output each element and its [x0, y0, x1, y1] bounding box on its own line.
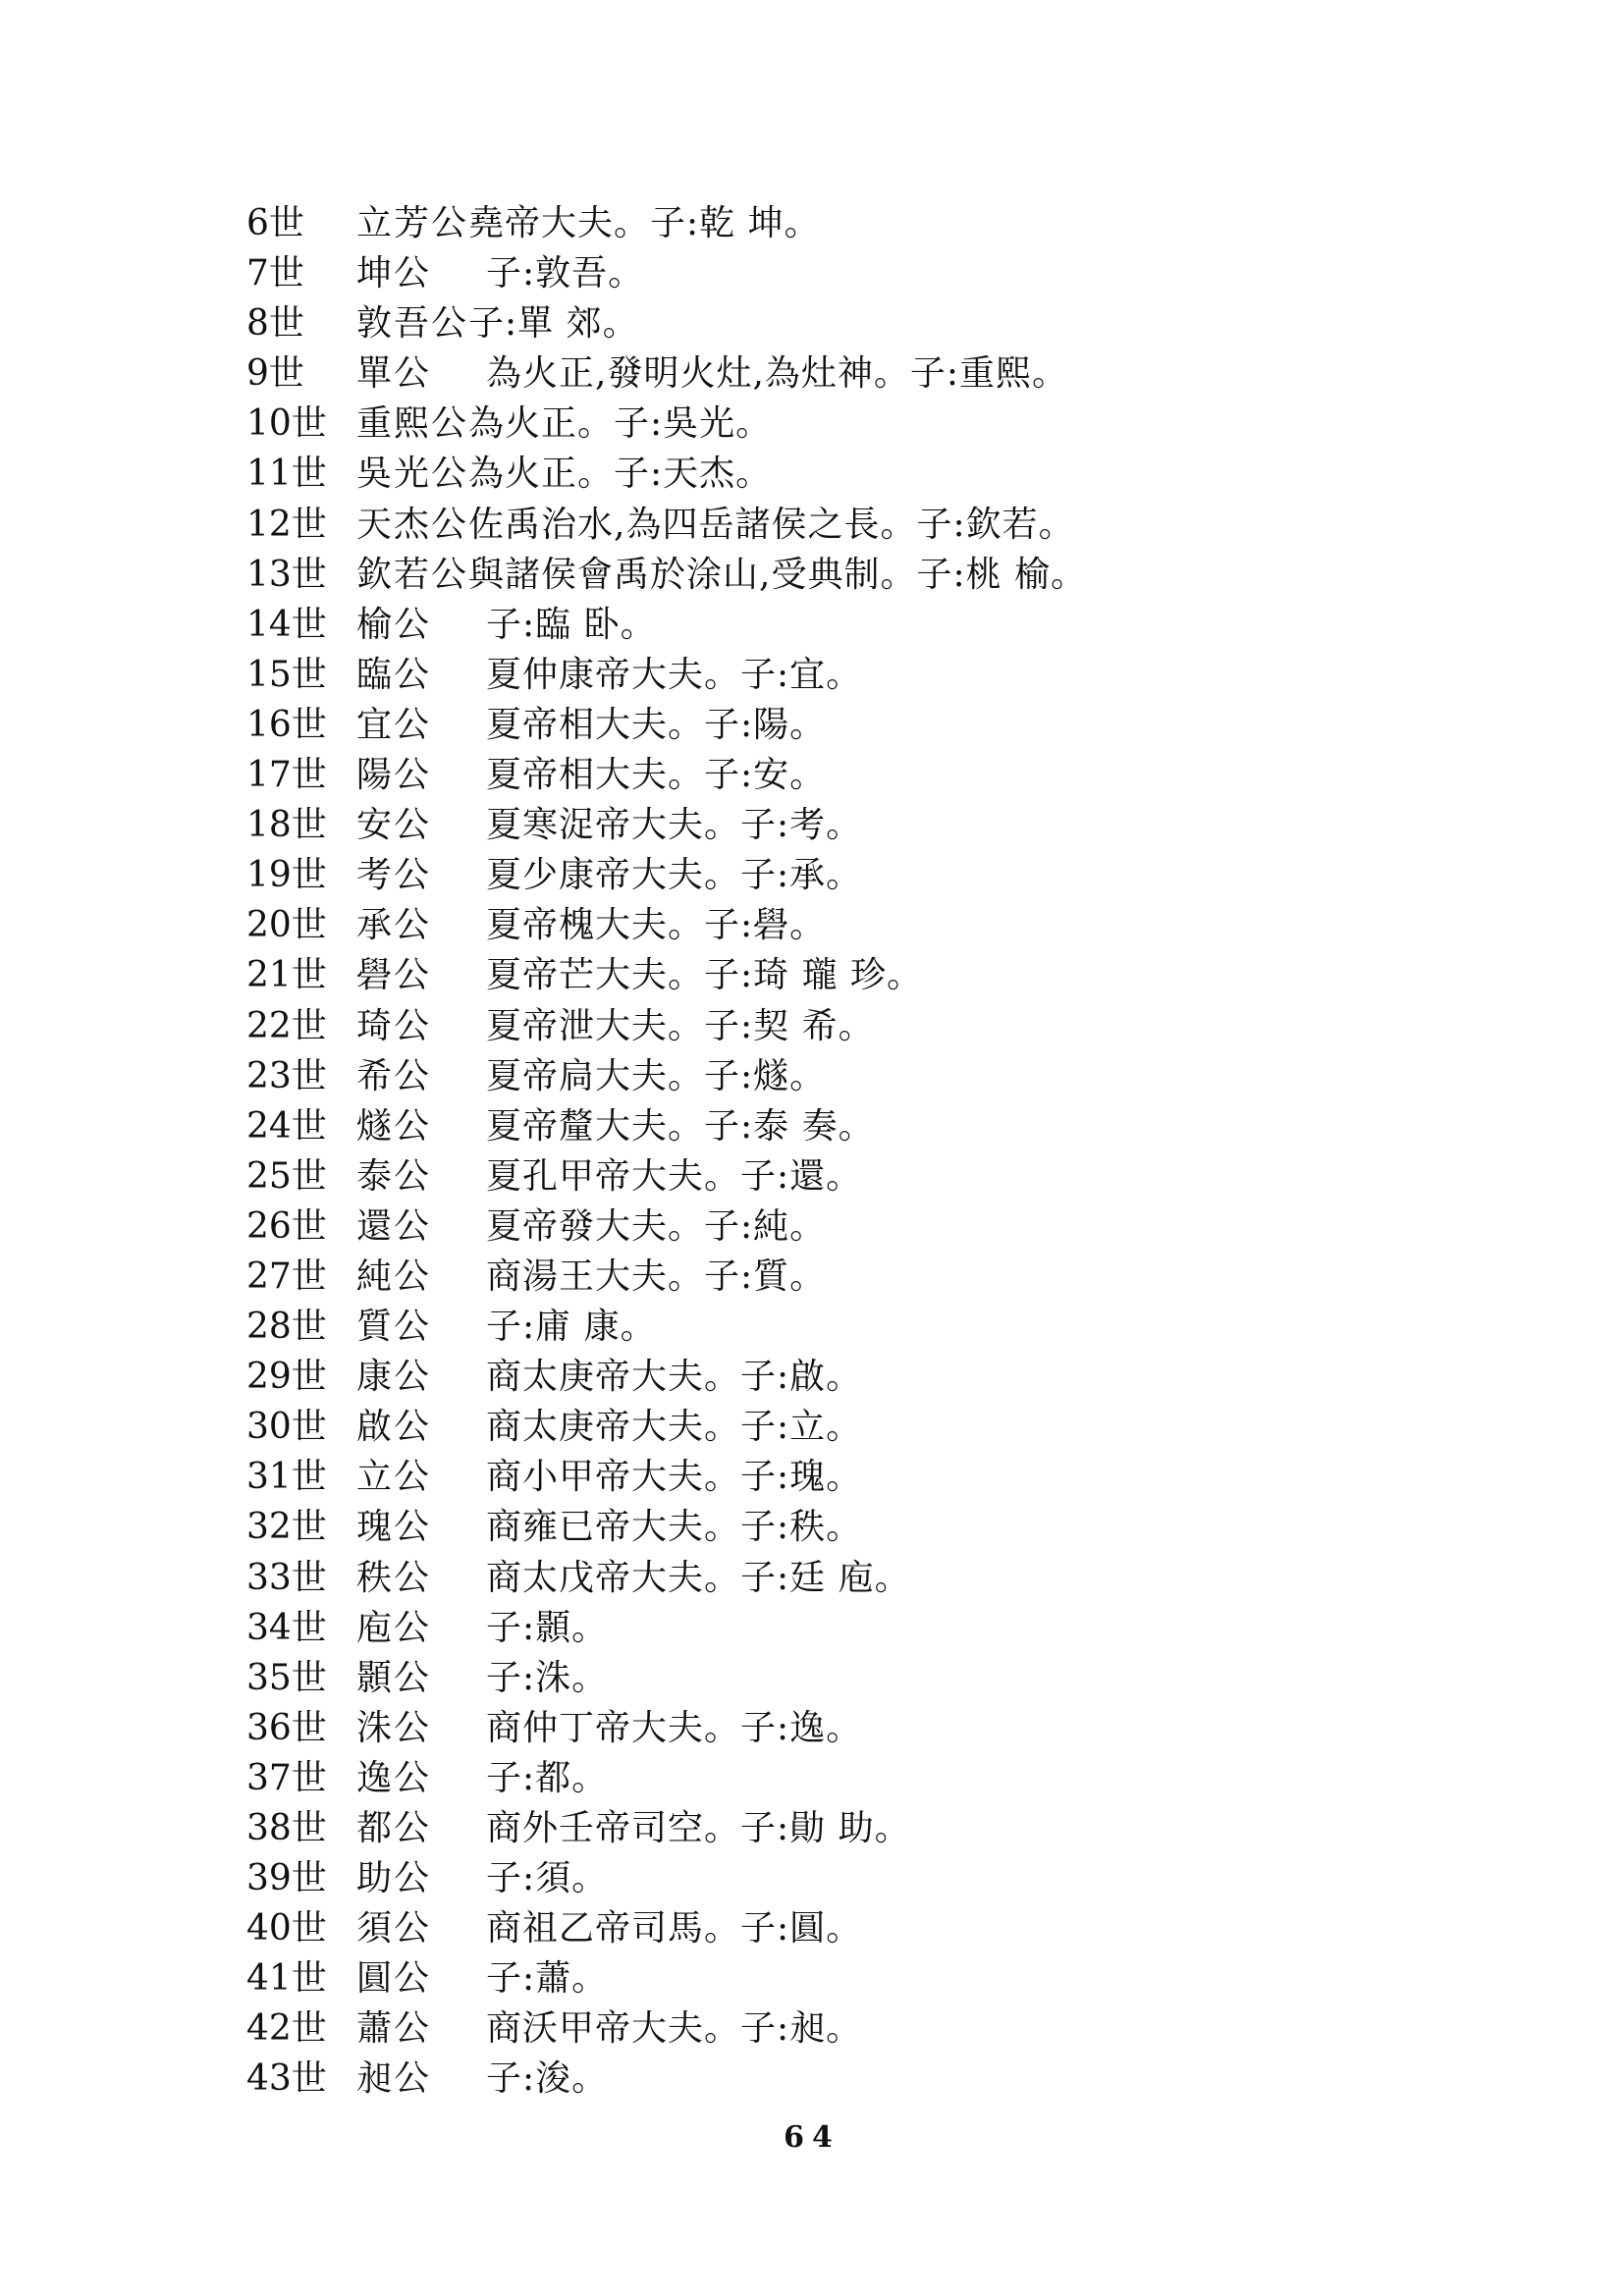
generation-label: 41世 [246, 1958, 327, 2000]
genealogy-entry [246, 600, 1376, 650]
genealogy-list [246, 198, 1376, 2105]
generation-label: 31世 [246, 1457, 327, 1498]
ancestor-description: 為火正。子:吳光。 [468, 403, 773, 445]
ancestor-description: 子:浚。 [486, 2058, 609, 2100]
generation-label: 7世 [246, 253, 304, 294]
genealogy-entry [246, 2054, 1376, 2104]
generation-label: 13世 [246, 554, 327, 595]
genealogy-entry [246, 1553, 1376, 1603]
ancestor-name: 吳光公 [356, 454, 469, 495]
genealogy-entry [246, 1252, 1376, 1302]
ancestor-description: 商太戊帝大夫。子:廷 庖。 [486, 1557, 911, 1598]
ancestor-name: 立公 [356, 1457, 432, 1498]
ancestor-name: 逸公 [356, 1757, 432, 1798]
ancestor-description: 夏帝芒大夫。子:琦 瓏 珍。 [486, 955, 924, 996]
ancestor-name: 昶公 [356, 2058, 432, 2100]
ancestor-name: 助公 [356, 1858, 432, 1899]
ancestor-name: 榆公 [356, 604, 432, 645]
ancestor-name: 啟公 [356, 1407, 432, 1448]
generation-label: 29世 [246, 1357, 327, 1398]
ancestor-description: 商仲丁帝大夫。子:逸。 [486, 1707, 863, 1748]
ancestor-name: 琦公 [356, 1005, 432, 1046]
ancestor-description: 夏寒浞帝大夫。子:考。 [486, 805, 863, 846]
genealogy-entry [246, 1653, 1376, 1703]
ancestor-name: 安公 [356, 805, 432, 846]
generation-label: 38世 [246, 1808, 327, 1848]
ancestor-description: 子:蕭。 [486, 1958, 609, 2000]
generation-label: 32世 [246, 1507, 327, 1548]
ancestor-name: 庖公 [356, 1607, 432, 1648]
generation-label: 43世 [246, 2058, 327, 2100]
genealogy-entry [246, 1502, 1376, 1552]
genealogy-entry [246, 2003, 1376, 2054]
ancestor-description: 商太庚帝大夫。子:啟。 [486, 1357, 863, 1398]
generation-label: 24世 [246, 1105, 327, 1147]
ancestor-description: 子:敦吾。 [486, 253, 645, 294]
ancestor-name: 純公 [356, 1255, 432, 1297]
genealogy-entry [246, 750, 1376, 800]
ancestor-description: 夏帝發大夫。子:純。 [486, 1205, 827, 1247]
ancestor-description: 夏帝相大夫。子:安。 [486, 755, 827, 796]
ancestor-name: 希公 [356, 1055, 432, 1096]
ancestor-name: 天杰公 [356, 504, 469, 545]
ancestor-description: 與諸侯會禹於涂山,受典制。子:桃 榆。 [468, 554, 1088, 595]
ancestor-name: 質公 [356, 1307, 432, 1348]
ancestor-description: 夏帝泄大夫。子:契 希。 [486, 1005, 875, 1046]
ancestor-name: 秩公 [356, 1557, 432, 1598]
genealogy-entry [246, 1302, 1376, 1352]
genealogy-entry [246, 198, 1376, 248]
ancestor-description: 堯帝大夫。子:乾 坤。 [468, 203, 821, 243]
ancestor-name: 坤公 [356, 253, 432, 294]
genealogy-entry [246, 1853, 1376, 1903]
genealogy-entry [246, 700, 1376, 750]
generation-label: 14世 [246, 604, 327, 645]
genealogy-entry [246, 1201, 1376, 1252]
generation-label: 33世 [246, 1557, 327, 1598]
ancestor-name: 臨公 [356, 654, 432, 695]
genealogy-entry [246, 1603, 1376, 1653]
ancestor-name: 都公 [356, 1808, 432, 1848]
ancestor-description: 夏帝釐大夫。子:泰 奏。 [486, 1105, 875, 1147]
generation-label: 39世 [246, 1858, 327, 1899]
generation-label: 11世 [246, 454, 327, 495]
genealogy-entry [246, 1101, 1376, 1151]
ancestor-name: 還公 [356, 1205, 432, 1247]
ancestor-name: 考公 [356, 855, 432, 896]
genealogy-entry [246, 1903, 1376, 1953]
generation-label: 16世 [246, 704, 327, 745]
ancestor-description: 商沃甲帝大夫。子:昶。 [486, 2008, 863, 2050]
ancestor-name: 燧公 [356, 1105, 432, 1147]
ancestor-description: 商祖乙帝司馬。子:圓。 [486, 1908, 863, 1949]
generation-label: 19世 [246, 855, 327, 896]
ancestor-description: 為火正。子:天杰。 [468, 454, 773, 495]
generation-label: 12世 [246, 504, 327, 545]
generation-label: 20世 [246, 905, 327, 946]
genealogy-entry [246, 800, 1376, 850]
ancestor-description: 子:庯 康。 [486, 1307, 657, 1348]
ancestor-name: 洙公 [356, 1707, 432, 1748]
ancestor-name: 瑰公 [356, 1507, 432, 1548]
genealogy-entry [246, 1803, 1376, 1853]
genealogy-entry [246, 1151, 1376, 1201]
ancestor-name: 宜公 [356, 704, 432, 745]
ancestor-description: 商外壬帝司空。子:勛 助。 [486, 1808, 911, 1848]
genealogy-entry [246, 950, 1376, 1000]
generation-label: 34世 [246, 1607, 327, 1648]
ancestor-name: 礐公 [356, 955, 432, 996]
genealogy-entry [246, 1753, 1376, 1803]
ancestor-description: 商小甲帝大夫。子:瑰。 [486, 1457, 863, 1498]
genealogy-entry [246, 1001, 1376, 1051]
generation-label: 42世 [246, 2008, 327, 2050]
generation-label: 8世 [246, 303, 304, 345]
ancestor-description: 為火正,發明火灶,為灶神。子:重熙。 [486, 353, 1069, 395]
ancestor-description: 夏帝相大夫。子:陽。 [486, 704, 827, 745]
ancestor-description: 夏孔甲帝大夫。子:還。 [486, 1155, 863, 1197]
generation-label: 10世 [246, 403, 327, 445]
generation-label: 21世 [246, 955, 327, 996]
ancestor-name: 單公 [356, 353, 432, 395]
generation-label: 35世 [246, 1657, 327, 1698]
ancestor-name: 蕭公 [356, 2008, 432, 2050]
generation-label: 28世 [246, 1307, 327, 1348]
ancestor-description: 子:單 郊。 [468, 303, 639, 345]
genealogy-entry [246, 298, 1376, 348]
ancestor-description: 夏帝槐大夫。子:礐。 [486, 905, 827, 946]
ancestor-description: 商雍已帝大夫。子:秩。 [486, 1507, 863, 1548]
genealogy-entry [246, 550, 1376, 600]
ancestor-name: 圓公 [356, 1958, 432, 2000]
ancestor-description: 子:洙。 [486, 1657, 609, 1698]
generation-label: 25世 [246, 1155, 327, 1197]
generation-label: 23世 [246, 1055, 327, 1096]
generation-label: 40世 [246, 1908, 327, 1949]
ancestor-name: 顥公 [356, 1657, 432, 1698]
generation-label: 27世 [246, 1255, 327, 1297]
generation-label: 6世 [246, 203, 304, 243]
ancestor-description: 佐禹治水,為四岳諸侯之長。子:欽若。 [468, 504, 1075, 545]
ancestor-description: 商湯王大夫。子:質。 [486, 1255, 827, 1297]
generation-label: 17世 [246, 755, 327, 796]
ancestor-name: 立芳公 [356, 203, 469, 243]
page-number: 64 [784, 2120, 840, 2155]
generation-label: 36世 [246, 1707, 327, 1748]
ancestor-description: 子:須。 [486, 1858, 609, 1899]
genealogy-entry [246, 449, 1376, 499]
generation-label: 9世 [246, 353, 304, 395]
generation-label: 26世 [246, 1205, 327, 1247]
ancestor-description: 子:都。 [486, 1757, 609, 1798]
genealogy-entry [246, 900, 1376, 950]
generation-label: 30世 [246, 1407, 327, 1448]
genealogy-entry [246, 248, 1376, 298]
ancestor-name: 重熙公 [356, 403, 469, 445]
ancestor-description: 子:顥。 [486, 1607, 609, 1648]
generation-label: 22世 [246, 1005, 327, 1046]
genealogy-entry [246, 1452, 1376, 1502]
genealogy-entry [246, 1953, 1376, 2003]
ancestor-description: 商太庚帝大夫。子:立。 [486, 1407, 863, 1448]
ancestor-name: 欽若公 [356, 554, 469, 595]
ancestor-name: 承公 [356, 905, 432, 946]
genealogy-entry [246, 1703, 1376, 1753]
generation-label: 15世 [246, 654, 327, 695]
ancestor-name: 泰公 [356, 1155, 432, 1197]
generation-label: 37世 [246, 1757, 327, 1798]
genealogy-entry [246, 348, 1376, 399]
genealogy-entry [246, 1352, 1376, 1402]
ancestor-description: 子:臨 卧。 [486, 604, 657, 645]
ancestor-description: 夏少康帝大夫。子:承。 [486, 855, 863, 896]
ancestor-description: 夏仲康帝大夫。子:宜。 [486, 654, 863, 695]
genealogy-entry [246, 500, 1376, 550]
ancestor-name: 陽公 [356, 755, 432, 796]
genealogy-entry [246, 850, 1376, 900]
genealogy-entry [246, 1051, 1376, 1101]
ancestor-name: 須公 [356, 1908, 432, 1949]
generation-label: 18世 [246, 805, 327, 846]
ancestor-name: 敦吾公 [356, 303, 469, 345]
ancestor-name: 康公 [356, 1357, 432, 1398]
ancestor-description: 夏帝扃大夫。子:燧。 [486, 1055, 827, 1096]
genealogy-entry [246, 399, 1376, 449]
genealogy-entry [246, 1402, 1376, 1452]
genealogy-entry [246, 650, 1376, 700]
